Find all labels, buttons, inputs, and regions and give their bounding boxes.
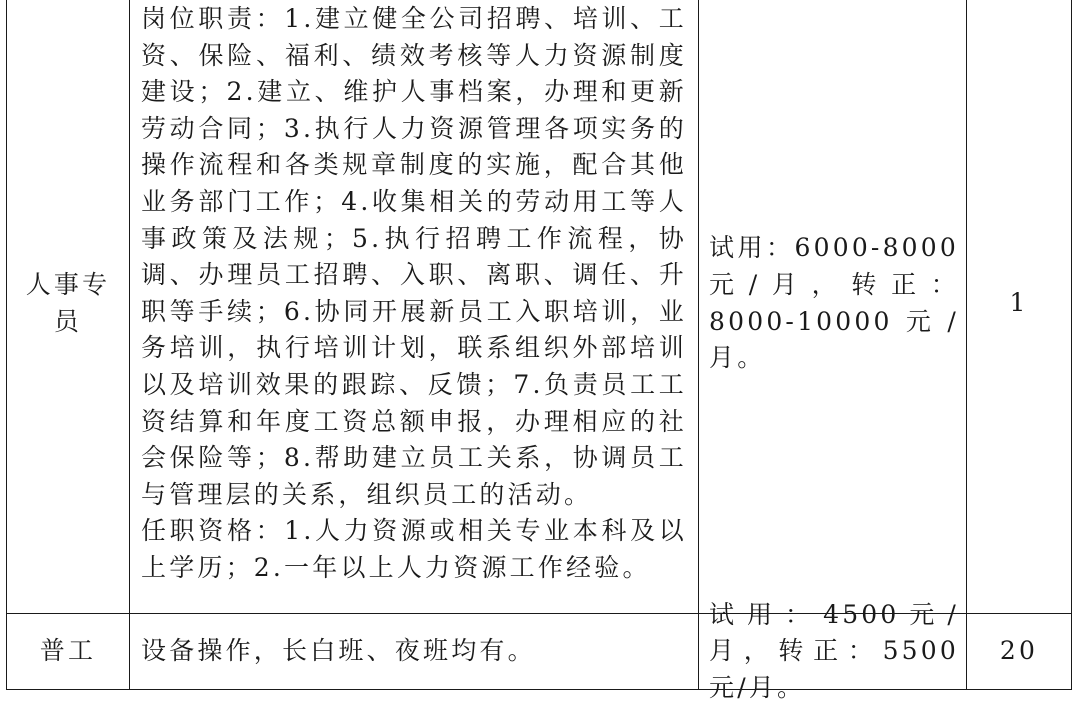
- position-cell: [24, 0, 112, 613]
- headcount: 20: [999, 636, 1039, 666]
- description-cell: [141, 614, 687, 689]
- description-cell: [141, 1, 687, 613]
- table-column-divider: [129, 0, 130, 690]
- position-name: 人事专员: [25, 269, 111, 336]
- table-border-right: [1071, 0, 1072, 690]
- job-qualifications-text: 任职资格：1.人力资源或相关专业本科及以上学历；2.一年以上人力资源工作经验。: [141, 516, 687, 582]
- job-duties-text: 岗位职责：1.建立健全公司招聘、培训、工资、保险、福利、绩效考核等人力资源制度建设；2.建立、维护人事档案，办理和更新劳动合同；3.执行人力资源管理各项实务的操作流程和各类规章制度的实施，配合其他业务部门工作；4.收集相关的劳动用工等人事政策及法规；5.执行招聘工作流程，协调、办理员工招聘、入职、离职、调任、升职等手续；6.协同开展新员工入职培训，业务培训，执行培训计划，联系组织外部培训以及培训效果的跟踪、反馈；7.负责员工工资结算和年度工资总额申报，办理相应的社会保险等；8.帮助建立员工关系，协调员工与管理层的关系，组织员工的活动。: [141, 4, 687, 509]
- salary-cell: [709, 599, 959, 702]
- salary-text: 试用：4500元/月，转正：5500元/月。: [709, 599, 959, 702]
- position-name: 普工: [39, 636, 97, 666]
- position-cell: [10, 614, 126, 689]
- table-border-left: [6, 0, 7, 690]
- table-column-divider: [698, 0, 699, 690]
- headcount: 1: [1009, 288, 1029, 318]
- count-cell: [967, 0, 1071, 613]
- salary-text: 试用：6000-8000元/月，转正：8000-10000元/月。: [709, 233, 959, 373]
- salary-cell: [709, 0, 959, 613]
- job-description-text: 设备操作，长白班、夜班均有。: [141, 636, 536, 666]
- count-cell: [967, 614, 1071, 689]
